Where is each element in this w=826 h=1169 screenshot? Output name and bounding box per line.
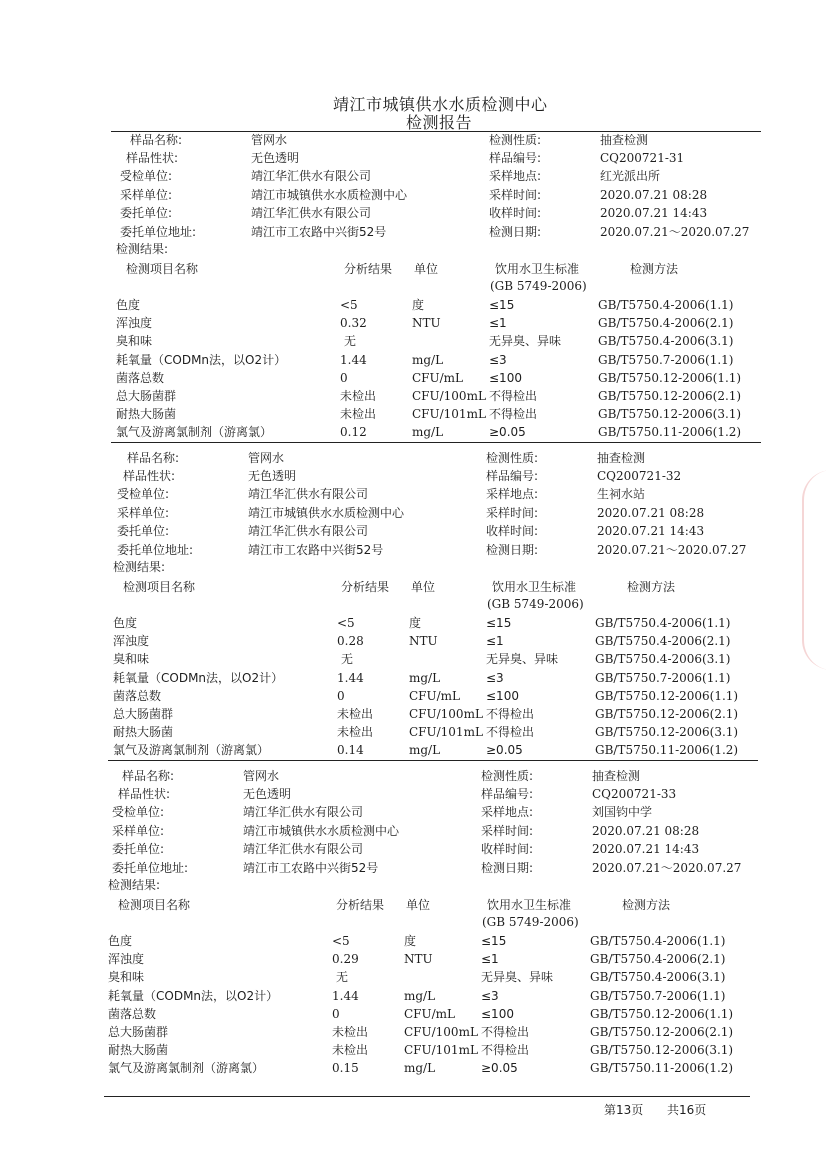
column-header-result: 分析结果 — [336, 898, 385, 912]
column-header-item: 检测项目名称 — [123, 580, 196, 594]
column-header-method: 检测方法 — [627, 580, 676, 594]
test-date-value: 2020.07.21～2020.07.27 — [592, 861, 742, 875]
test-method: GB/T5750.12-2006(1.1) — [598, 371, 742, 385]
test-standard: 无异臭、异味 — [481, 970, 554, 984]
test-item: 浑浊度 — [113, 634, 150, 648]
column-header-item: 检测项目名称 — [118, 898, 191, 912]
test-nature-label: 检测性质: — [481, 769, 534, 783]
inspected-unit-value: 靖江华汇供水有限公司 — [251, 169, 372, 183]
test-standard: ≤15 — [481, 934, 507, 948]
test-unit: CFU/101mL — [404, 1043, 478, 1057]
column-header-result: 分析结果 — [341, 580, 390, 594]
test-standard: ≤100 — [489, 371, 522, 385]
test-result: 未检出 — [340, 407, 377, 421]
page-number-total: 共16页 — [667, 1103, 707, 1117]
column-header-method: 检测方法 — [622, 898, 671, 912]
column-header-unit: 单位 — [414, 262, 439, 276]
sampling-time-value: 2020.07.21 08:28 — [597, 506, 705, 520]
sample-name-label: 样品名称: — [127, 451, 180, 465]
test-unit: CFU/mL — [412, 371, 464, 385]
client-unit-value: 靖江华汇供水有限公司 — [251, 206, 372, 220]
sample-state-label: 样品性状: — [118, 787, 171, 801]
test-standard: 不得检出 — [481, 1043, 530, 1057]
test-nature-label: 检测性质: — [486, 451, 539, 465]
client-address-value: 靖江市工农路中兴街52号 — [243, 861, 379, 875]
test-standard: 不得检出 — [489, 407, 538, 421]
client-address-value: 靖江市工农路中兴街52号 — [248, 543, 384, 557]
test-item: 耗氧量（CODMn法，以O2计） — [113, 671, 284, 685]
inspected-unit-label: 受检单位: — [112, 805, 165, 819]
test-unit: mg/L — [412, 353, 444, 367]
test-standard: ≤100 — [481, 1007, 514, 1021]
test-result: 未检出 — [340, 389, 377, 403]
sampling-time-value: 2020.07.21 08:28 — [600, 188, 708, 202]
test-result: 未检出 — [332, 1025, 369, 1039]
client-address-label: 委托单位地址: — [112, 861, 189, 875]
test-item: 耗氧量（CODMn法，以O2计） — [108, 989, 279, 1003]
client-unit-value: 靖江华汇供水有限公司 — [248, 524, 369, 538]
inspected-unit-label: 受检单位: — [117, 487, 170, 501]
test-standard: 不得检出 — [489, 389, 538, 403]
inspected-unit-value: 靖江华汇供水有限公司 — [248, 487, 369, 501]
client-address-label: 委托单位地址: — [117, 543, 194, 557]
test-unit: CFU/mL — [409, 689, 461, 703]
test-method: GB/T5750.7-2006(1.1) — [598, 353, 734, 367]
test-unit: CFU/101mL — [409, 725, 483, 739]
test-method: GB/T5750.12-2006(2.1) — [598, 389, 742, 403]
test-unit: CFU/100mL — [412, 389, 486, 403]
column-header-unit: 单位 — [406, 898, 431, 912]
results-heading: 检测结果: — [116, 242, 169, 256]
sample-state-value: 无色透明 — [243, 787, 292, 801]
sample-name-label: 样品名称: — [130, 133, 183, 147]
sample-name-label: 样品名称: — [122, 769, 175, 783]
test-method: GB/T5750.11-2006(1.2) — [595, 743, 739, 757]
test-result: 1.44 — [337, 671, 364, 685]
client-address-value: 靖江市工农路中兴街52号 — [251, 225, 387, 239]
test-method: GB/T5750.7-2006(1.1) — [590, 989, 726, 1003]
receive-time-label: 收样时间: — [486, 524, 539, 538]
test-standard: ≥0.05 — [489, 425, 526, 439]
test-date-label: 检测日期: — [489, 225, 542, 239]
column-header-item: 检测项目名称 — [126, 262, 199, 276]
test-item: 耐热大肠菌 — [116, 407, 177, 421]
sampling-time-label: 采样时间: — [486, 506, 539, 520]
test-item: 菌落总数 — [108, 1007, 157, 1021]
sampling-unit-label: 采样单位: — [120, 188, 173, 202]
test-method: GB/T5750.12-2006(3.1) — [595, 725, 739, 739]
column-header-standard: 饮用水卫生标准 — [487, 898, 572, 912]
test-standard: ≤3 — [481, 989, 499, 1003]
block-separator-rule — [108, 760, 758, 761]
test-item: 臭和味 — [116, 334, 153, 348]
test-item: 总大肠菌群 — [113, 707, 174, 721]
test-standard: ≥0.05 — [486, 743, 523, 757]
sample-state-label: 样品性状: — [126, 151, 179, 165]
test-standard: 无异臭、异味 — [486, 652, 559, 666]
footer-rule — [104, 1096, 750, 1097]
receive-time-label: 收样时间: — [481, 842, 534, 856]
test-item: 色度 — [113, 616, 138, 630]
test-date-label: 检测日期: — [481, 861, 534, 875]
sampling-site-value: 生祠水站 — [597, 487, 646, 501]
test-item: 臭和味 — [108, 970, 145, 984]
test-standard: ≤1 — [481, 952, 499, 966]
column-header-standard-code: (GB 5749-2006) — [490, 279, 587, 293]
test-standard: ≤15 — [489, 298, 515, 312]
sample-no-value: CQ200721-33 — [592, 787, 677, 801]
test-nature-label: 检测性质: — [489, 133, 542, 147]
test-date-value: 2020.07.21～2020.07.27 — [600, 225, 750, 239]
sampling-site-label: 采样地点: — [489, 169, 542, 183]
test-nature-value: 抽查检测 — [600, 133, 649, 147]
sampling-time-label: 采样时间: — [489, 188, 542, 202]
test-result: 0 — [337, 689, 345, 703]
test-method: GB/T5750.12-2006(3.1) — [590, 1043, 734, 1057]
test-unit: CFU/mL — [404, 1007, 456, 1021]
sample-state-value: 无色透明 — [248, 469, 297, 483]
test-standard: ≤1 — [489, 316, 507, 330]
sample-no-label: 样品编号: — [481, 787, 534, 801]
inspected-unit-label: 受检单位: — [120, 169, 173, 183]
test-result: 0 — [332, 1007, 340, 1021]
sampling-site-label: 采样地点: — [481, 805, 534, 819]
test-method: GB/T5750.4-2006(3.1) — [598, 334, 734, 348]
test-result: <5 — [337, 616, 355, 630]
block-separator-rule — [111, 442, 761, 443]
receive-time-value: 2020.07.21 14:43 — [592, 842, 700, 856]
results-heading: 检测结果: — [108, 878, 161, 892]
report-subtitle: 检测报告 — [406, 113, 473, 132]
test-item: 浑浊度 — [108, 952, 145, 966]
test-result: 0.32 — [340, 316, 367, 330]
test-result: 0.29 — [332, 952, 359, 966]
test-result: 无 — [344, 334, 357, 348]
test-standard: ≤15 — [486, 616, 512, 630]
sampling-unit-value: 靖江市城镇供水水质检测中心 — [251, 188, 408, 202]
sampling-site-value: 红光派出所 — [600, 169, 661, 183]
test-date-label: 检测日期: — [486, 543, 539, 557]
test-unit: CFU/100mL — [404, 1025, 478, 1039]
page-number-current: 第13页 — [604, 1103, 644, 1117]
test-item: 菌落总数 — [113, 689, 162, 703]
test-result: <5 — [332, 934, 350, 948]
test-method: GB/T5750.12-2006(2.1) — [595, 707, 739, 721]
sampling-time-value: 2020.07.21 08:28 — [592, 824, 700, 838]
test-result: 无 — [336, 970, 349, 984]
test-unit: 度 — [404, 934, 417, 948]
test-method: GB/T5750.4-2006(1.1) — [590, 934, 726, 948]
test-result: 0.28 — [337, 634, 364, 648]
test-item: 耗氧量（CODMn法，以O2计） — [116, 353, 287, 367]
test-method: GB/T5750.12-2006(3.1) — [598, 407, 742, 421]
report-title: 靖江市城镇供水水质检测中心 — [333, 95, 548, 114]
sample-state-value: 无色透明 — [251, 151, 300, 165]
test-result: 未检出 — [332, 1043, 369, 1057]
test-nature-value: 抽查检测 — [592, 769, 641, 783]
test-item: 菌落总数 — [116, 371, 165, 385]
test-unit: CFU/101mL — [412, 407, 486, 421]
seal-stamp-edge — [802, 470, 826, 670]
test-nature-value: 抽查检测 — [597, 451, 646, 465]
test-item: 臭和味 — [113, 652, 150, 666]
sampling-unit-value: 靖江市城镇供水水质检测中心 — [243, 824, 400, 838]
test-method: GB/T5750.11-2006(1.2) — [598, 425, 742, 439]
test-item: 耐热大肠菌 — [113, 725, 174, 739]
sampling-site-label: 采样地点: — [486, 487, 539, 501]
test-method: GB/T5750.12-2006(1.1) — [590, 1007, 734, 1021]
client-unit-label: 委托单位: — [112, 842, 165, 856]
test-item: 耐热大肠菌 — [108, 1043, 169, 1057]
sample-name-value: 管网水 — [248, 451, 285, 465]
test-standard: ≤3 — [489, 353, 507, 367]
results-heading: 检测结果: — [113, 560, 166, 574]
test-standard: 不得检出 — [486, 707, 535, 721]
test-standard: 无异臭、异味 — [489, 334, 562, 348]
sampling-time-label: 采样时间: — [481, 824, 534, 838]
sampling-unit-label: 采样单位: — [112, 824, 165, 838]
sample-no-label: 样品编号: — [489, 151, 542, 165]
receive-time-label: 收样时间: — [489, 206, 542, 220]
test-result: 无 — [341, 652, 354, 666]
sampling-unit-value: 靖江市城镇供水水质检测中心 — [248, 506, 405, 520]
test-item: 氯气及游离氯制剂（游离氯） — [116, 425, 273, 439]
sample-state-label: 样品性状: — [123, 469, 176, 483]
test-unit: NTU — [404, 952, 433, 966]
test-method: GB/T5750.12-2006(1.1) — [595, 689, 739, 703]
test-standard: ≥0.05 — [481, 1061, 518, 1075]
test-method: GB/T5750.4-2006(1.1) — [595, 616, 731, 630]
column-header-result: 分析结果 — [344, 262, 393, 276]
test-unit: NTU — [412, 316, 441, 330]
sampling-unit-label: 采样单位: — [117, 506, 170, 520]
header-rule — [111, 131, 761, 132]
test-standard: 不得检出 — [486, 725, 535, 739]
test-unit: mg/L — [409, 743, 441, 757]
test-method: GB/T5750.4-2006(2.1) — [598, 316, 734, 330]
sample-no-label: 样品编号: — [486, 469, 539, 483]
test-item: 色度 — [116, 298, 141, 312]
test-standard: ≤100 — [486, 689, 519, 703]
sampling-site-value: 刘国钧中学 — [592, 805, 653, 819]
test-method: GB/T5750.7-2006(1.1) — [595, 671, 731, 685]
column-header-standard: 饮用水卫生标准 — [492, 580, 577, 594]
test-item: 色度 — [108, 934, 133, 948]
receive-time-value: 2020.07.21 14:43 — [597, 524, 705, 538]
test-result: 0.14 — [337, 743, 364, 757]
test-result: 0.12 — [340, 425, 367, 439]
test-unit: mg/L — [404, 989, 436, 1003]
test-method: GB/T5750.4-2006(3.1) — [595, 652, 731, 666]
client-unit-value: 靖江华汇供水有限公司 — [243, 842, 364, 856]
test-unit: CFU/100mL — [409, 707, 483, 721]
sample-name-value: 管网水 — [251, 133, 288, 147]
test-method: GB/T5750.11-2006(1.2) — [590, 1061, 734, 1075]
test-standard: ≤1 — [486, 634, 504, 648]
test-unit: mg/L — [404, 1061, 436, 1075]
test-unit: NTU — [409, 634, 438, 648]
test-item: 浑浊度 — [116, 316, 153, 330]
client-address-label: 委托单位地址: — [120, 225, 197, 239]
test-unit: 度 — [412, 298, 425, 312]
test-result: <5 — [340, 298, 358, 312]
column-header-standard: 饮用水卫生标准 — [495, 262, 580, 276]
test-item: 氯气及游离氯制剂（游离氯） — [108, 1061, 265, 1075]
test-standard: 不得检出 — [481, 1025, 530, 1039]
client-unit-label: 委托单位: — [117, 524, 170, 538]
column-header-method: 检测方法 — [630, 262, 679, 276]
test-result: 0 — [340, 371, 348, 385]
sample-no-value: CQ200721-31 — [600, 151, 685, 165]
test-item: 氯气及游离氯制剂（游离氯） — [113, 743, 270, 757]
test-result: 1.44 — [340, 353, 367, 367]
client-unit-label: 委托单位: — [120, 206, 173, 220]
test-method: GB/T5750.12-2006(2.1) — [590, 1025, 734, 1039]
test-unit: mg/L — [412, 425, 444, 439]
test-result: 1.44 — [332, 989, 359, 1003]
sample-no-value: CQ200721-32 — [597, 469, 682, 483]
sample-name-value: 管网水 — [243, 769, 280, 783]
column-header-standard-code: (GB 5749-2006) — [482, 915, 579, 929]
test-method: GB/T5750.4-2006(3.1) — [590, 970, 726, 984]
test-method: GB/T5750.4-2006(2.1) — [590, 952, 726, 966]
test-result: 未检出 — [337, 707, 374, 721]
test-standard: ≤3 — [486, 671, 504, 685]
test-unit: mg/L — [409, 671, 441, 685]
test-method: GB/T5750.4-2006(2.1) — [595, 634, 731, 648]
column-header-unit: 单位 — [411, 580, 436, 594]
test-method: GB/T5750.4-2006(1.1) — [598, 298, 734, 312]
test-unit: 度 — [409, 616, 422, 630]
test-item: 总大肠菌群 — [116, 389, 177, 403]
column-header-standard-code: (GB 5749-2006) — [487, 597, 584, 611]
test-item: 总大肠菌群 — [108, 1025, 169, 1039]
test-date-value: 2020.07.21～2020.07.27 — [597, 543, 747, 557]
receive-time-value: 2020.07.21 14:43 — [600, 206, 708, 220]
inspected-unit-value: 靖江华汇供水有限公司 — [243, 805, 364, 819]
test-result: 未检出 — [337, 725, 374, 739]
test-result: 0.15 — [332, 1061, 359, 1075]
